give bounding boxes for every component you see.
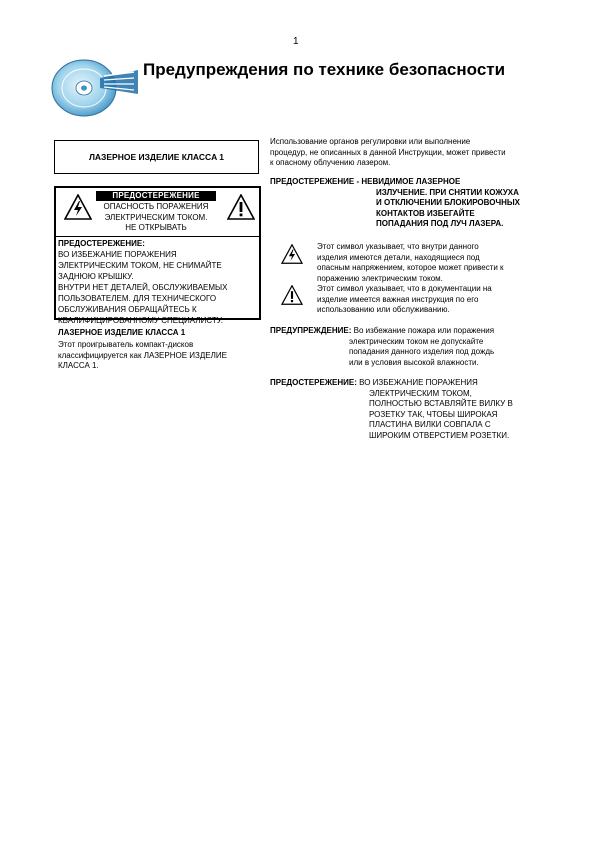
plug-warning-line: ВО ИЗБЕЖАНИЕ ПОРАЖЕНИЯ: [356, 378, 478, 387]
warning-line: ПРЕДОСТЕРЕЖЕНИЕ - НЕВИДИМОЕ ЛАЗЕРНОЕ: [270, 177, 461, 186]
paragraph-line: КЛАССА 1.: [58, 361, 99, 370]
symbol-line: Этот символ указывает, что в документации на: [317, 284, 492, 293]
paragraph-line: классифицируется как ЛАЗЕРНОЕ ИЗДЕЛИЕ: [58, 350, 227, 360]
plug-warning-line: ЭЛЕКТРИЧЕСКИМ ТОКОМ,: [369, 388, 472, 398]
laser-class-box: [54, 140, 259, 174]
caution-body-line: ЭЛЕКТРИЧЕСКИМ ТОКОМ, НЕ СНИМАЙТЕ: [58, 261, 222, 270]
warning-line: ИЗЛУЧЕНИЕ. ПРИ СНЯТИИ КОЖУХА: [376, 187, 519, 197]
plug-warning-line: ШИРОКИМ ОТВЕРСТИЕМ РОЗЕТКИ.: [369, 430, 510, 440]
symbol-explanation: [317, 242, 537, 316]
exclamation-triangle-icon: [281, 285, 303, 305]
exclamation-triangle-icon: [227, 194, 255, 220]
laser-class-label: ЛАЗЕРНОЕ ИЗДЕЛИЕ КЛАСCA 1: [88, 152, 225, 162]
fire-warning: [270, 326, 560, 368]
caution-body-line: КВАЛИФИЦИРОВАННОМУ СПЕЦИАЛИСТУ.: [58, 316, 223, 325]
caution-body: [58, 238, 257, 326]
caution-header: ПРЕДОСТЕРЕЖЕНИЕ: [96, 191, 216, 201]
fire-warning-line: Во избежание пожара или поражения: [351, 326, 495, 335]
plug-warning-line: ПЛАСТИНА ВИЛКИ СОВПАЛА С: [369, 420, 491, 429]
plug-warning-label: ПРЕДОСТЕРЕЖЕНИЕ:: [270, 378, 357, 387]
symbol-line: опасным напряжением, которое может привести к: [317, 263, 504, 272]
paragraph-line: Использование органов регулировки или выполнение: [270, 137, 471, 146]
laser-class-paragraph: [58, 340, 258, 372]
fire-warning-label: ПРЕДУПРЕЖДЕНИЕ:: [270, 326, 352, 335]
lightning-triangle-icon: [64, 194, 92, 220]
paragraph-line: к опасному облучению лазером.: [270, 158, 391, 167]
fire-warning-line: попадания данного изделия под дождь: [349, 347, 495, 356]
plug-warning-line: РОЗЕТКУ ТАК, ЧТОБЫ ШИРОКАЯ: [369, 409, 498, 419]
caution-line: ЭЛЕКТРИЧЕСКИМ ТОКОМ.: [104, 212, 208, 222]
caution-body-line: ВНУТРИ НЕТ ДЕТАЛЕЙ, ОБСЛУЖИВАЕМЫХ: [58, 283, 228, 292]
caution-body-line: ЗАДНЮЮ КРЫШКУ.: [58, 272, 134, 281]
symbol-line: Этот символ указывает, что внутри данного: [317, 242, 479, 251]
caution-body-line: ВО ИЗБЕЖАНИЕ ПОРАЖЕНИЯ: [58, 250, 177, 259]
caution-body-title: ПРЕДОСТЕРЕЖЕНИЕ:: [58, 239, 145, 248]
fire-warning-line: или в условия высокой влажности.: [349, 357, 479, 367]
caution-center-block: [96, 191, 216, 234]
disc-laser-logo: [48, 54, 140, 122]
symbol-line: изделия имеются детали, находящиеся под: [317, 252, 480, 262]
warning-line: КОНТАКТОВ ИЗБЕГАЙТЕ: [376, 208, 475, 218]
warning-line: ПОПАДАНИЯ ПОД ЛУЧ ЛАЗЕРА.: [376, 219, 504, 228]
plug-warning-line: ПОЛНОСТЬЮ ВСТАВЛЯЙТЕ ВИЛКУ В: [369, 399, 513, 408]
fire-warning-line: электрическим током не допускайте: [349, 336, 484, 346]
lightning-triangle-icon: [281, 244, 303, 264]
invisible-laser-warning: [270, 177, 560, 230]
paragraph-line: Этот проигрыватель компакт-дисков: [58, 340, 194, 349]
symbol-line: изделие имеется важная инструкция по его: [317, 294, 479, 304]
caution-label-box: [54, 186, 261, 325]
caution-line: ОПАСНОСТЬ ПОРАЖЕНИЯ: [103, 202, 209, 211]
symbol-line: использованию или обслуживанию.: [317, 305, 450, 314]
page-title: Предупреждения по технике безопасности: [143, 60, 506, 79]
page-number: 1: [293, 36, 299, 47]
plug-warning: [270, 378, 560, 441]
caution-line: НЕ ОТКРЫВАТЬ: [125, 223, 187, 232]
paragraph-line: процедур, не описанных в данной Инструкции, может привести: [270, 147, 506, 157]
caution-body-line: ОБСЛУЖИВАНИЯ ОБРАЩАЙТЕСЬ К: [58, 305, 197, 314]
caution-top-section: [56, 188, 259, 237]
caution-body-line: ПОЛЬЗОВАТЕЛЕМ. ДЛЯ ТЕХНИЧЕСКОГО: [58, 294, 217, 303]
warning-line: И ОТКЛЮЧЕНИИ БЛОКИРОВОЧНЫХ: [376, 198, 521, 207]
intro-paragraph: [270, 137, 560, 169]
symbol-line: поражению электрическим током.: [317, 273, 443, 283]
laser-class-heading: ЛАЗЕРНОЕ ИЗДЕЛИЕ КЛАССА 1: [58, 328, 186, 337]
